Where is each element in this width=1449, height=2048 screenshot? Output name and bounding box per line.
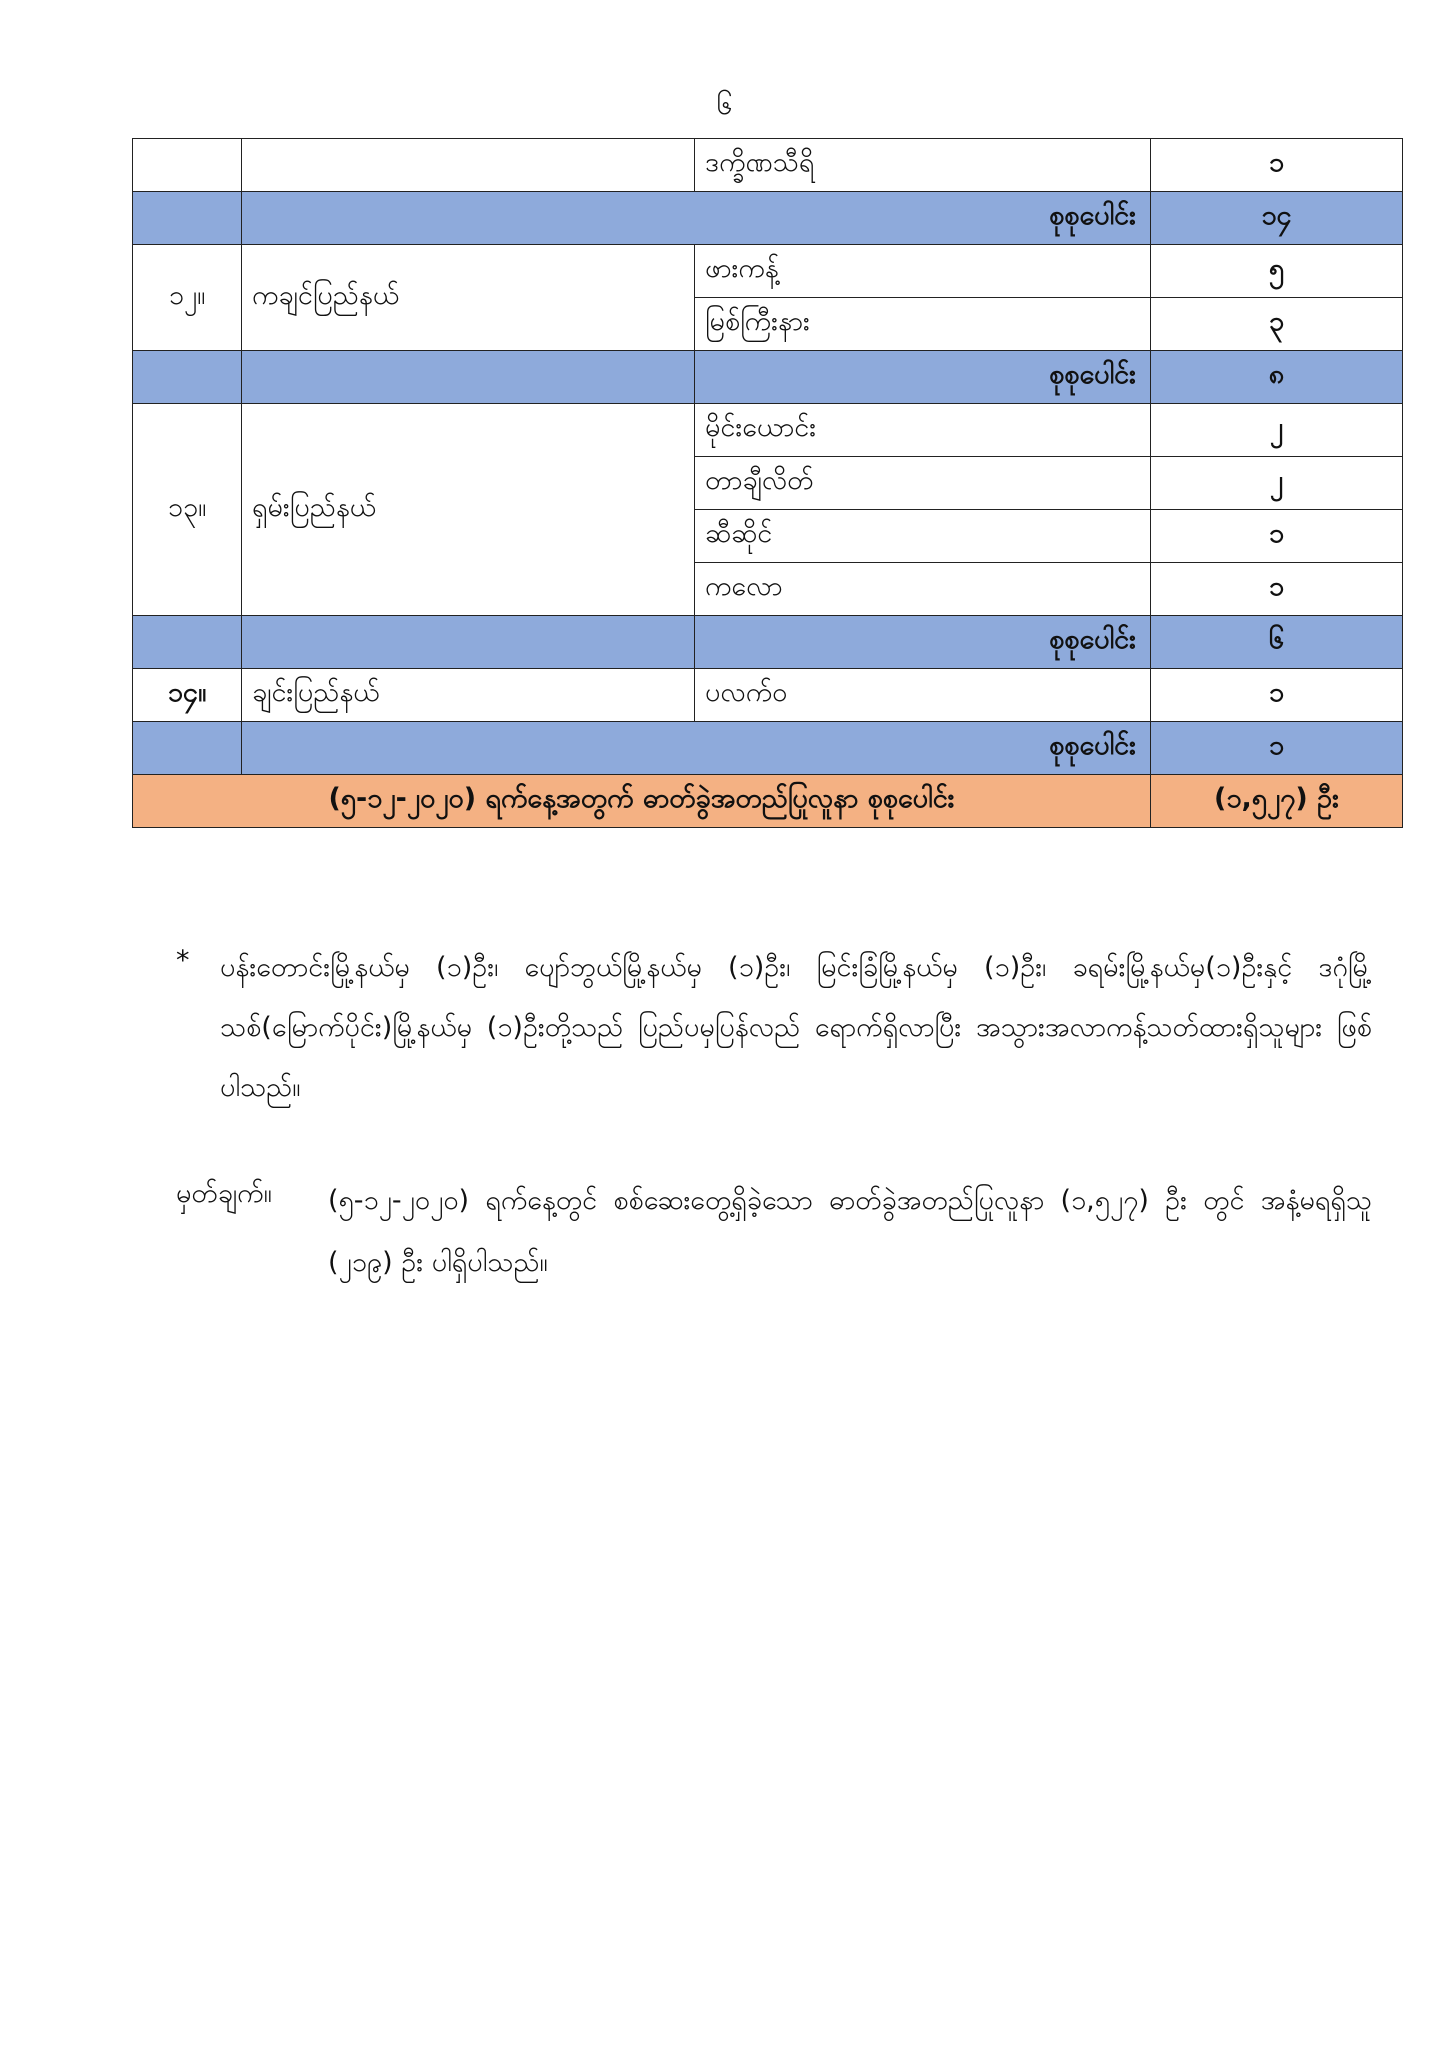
case-count-cell: ၃ (1151, 298, 1403, 351)
remark-label: မှတ်ချက်။ (176, 1178, 272, 1209)
case-table-body (133, 139, 1403, 828)
note-text: ပန်းတောင်းမြို့နယ်မှ (၁)ဦး၊ ပျော်ဘွယ်မြို့နယ်မှ (၁)ဦး၊ မြင်းခြံမြို့နယ်မှ (၁)ဦး၊ ခရမ်းမြို့နယ်မှ(၁)ဦးနှင့် ဒဂုံမြို့သစ်(မြောက်ပိုင်း)မြို့နယ်မှ (၁)ဦးတို့သည် ပြည်ပမှပြန်လည် ရောက်ရှိလာပြီး အသွားအလာကန့်သတ်ထားရှိသူများ ဖြစ်ပါသည်။ (220, 952, 1372, 1103)
row-number-cell (133, 139, 242, 192)
subtotal-row (133, 722, 1403, 775)
grand-total-label: (၅-၁၂-၂၀၂၀) ရက်နေ့အတွက် ဓာတ်ခွဲအတည်ပြုလူနာ စုစုပေါင်း (133, 775, 1151, 828)
subtotal-count-cell: ၁ (1151, 722, 1403, 775)
subtotal-count-cell: ၁၄ (1151, 192, 1403, 245)
subtotal-count-cell: ၆ (1151, 616, 1403, 669)
subtotal-row (133, 351, 1403, 404)
subtotal-count-cell: ၈ (1151, 351, 1403, 404)
subtotal-label-cell: စုစုပေါင်း (242, 722, 1151, 775)
township-cell: ဖားကန့် (695, 245, 1151, 298)
case-count-cell: ၂ (1151, 457, 1403, 510)
township-cell: တာချီလိတ် (695, 457, 1151, 510)
subtotal-row (133, 192, 1403, 245)
case-count-cell: ၁ (1151, 563, 1403, 616)
page-number: ၆ (716, 88, 733, 121)
state-name-cell (242, 139, 695, 192)
table-row (133, 669, 1403, 722)
township-cell: ဆီဆိုင် (695, 510, 1151, 563)
grand-total-row (133, 775, 1403, 828)
row-number-cell: ၁၃။ (133, 404, 242, 616)
note-marker: * (176, 945, 190, 976)
township-cell: ဒက္ခိဏသီရိ (695, 139, 1151, 192)
case-count-cell: ၂ (1151, 404, 1403, 457)
township-cell: ပလက်ဝ (695, 669, 1151, 722)
state-name-cell: ကချင်ပြည်နယ် (242, 245, 695, 351)
subtotal-blank-cell (133, 351, 242, 404)
case-count-cell: ၅ (1151, 245, 1403, 298)
state-name-cell: ချင်းပြည်နယ် (242, 669, 695, 722)
table-row (133, 245, 1403, 298)
township-cell: မိုင်းယောင်း (695, 404, 1151, 457)
remark-text: (၅-၁၂-၂၀၂၀) ရက်နေ့တွင် စစ်ဆေးတွေ့ရှိခဲ့သော ဓာတ်ခွဲအတည်ပြုလူနာ (၁,၅၂၇) ဦး တွင် အနံ့မရရှိသူ (၂၁၉) ဦး ပါရှိပါသည်။ (328, 1185, 1372, 1278)
row-number-cell: ၁၄။ (133, 669, 242, 722)
township-cell: မြစ်ကြီးနား (695, 298, 1151, 351)
case-count-cell: ၁ (1151, 139, 1403, 192)
case-count-cell: ၁ (1151, 669, 1403, 722)
case-table (132, 138, 1403, 828)
subtotal-blank-cell (133, 616, 242, 669)
subtotal-blank-cell (133, 722, 242, 775)
row-number-cell: ၁၂။ (133, 245, 242, 351)
subtotal-blank-cell (133, 192, 242, 245)
grand-total-count: (၁,၅၂၇) ဦး (1151, 775, 1403, 828)
subtotal-row (133, 616, 1403, 669)
subtotal-blank-cell (242, 616, 695, 669)
table-row (133, 404, 1403, 457)
table-row (133, 139, 1403, 192)
subtotal-label-cell: စုစုပေါင်း (695, 616, 1151, 669)
subtotal-blank-cell (242, 351, 695, 404)
subtotal-label-cell: စုစုပေါင်း (695, 351, 1151, 404)
case-count-cell: ၁ (1151, 510, 1403, 563)
subtotal-label-cell: စုစုပေါင်း (242, 192, 1151, 245)
state-name-cell: ရှမ်းပြည်နယ် (242, 404, 695, 616)
township-cell: ကလော (695, 563, 1151, 616)
